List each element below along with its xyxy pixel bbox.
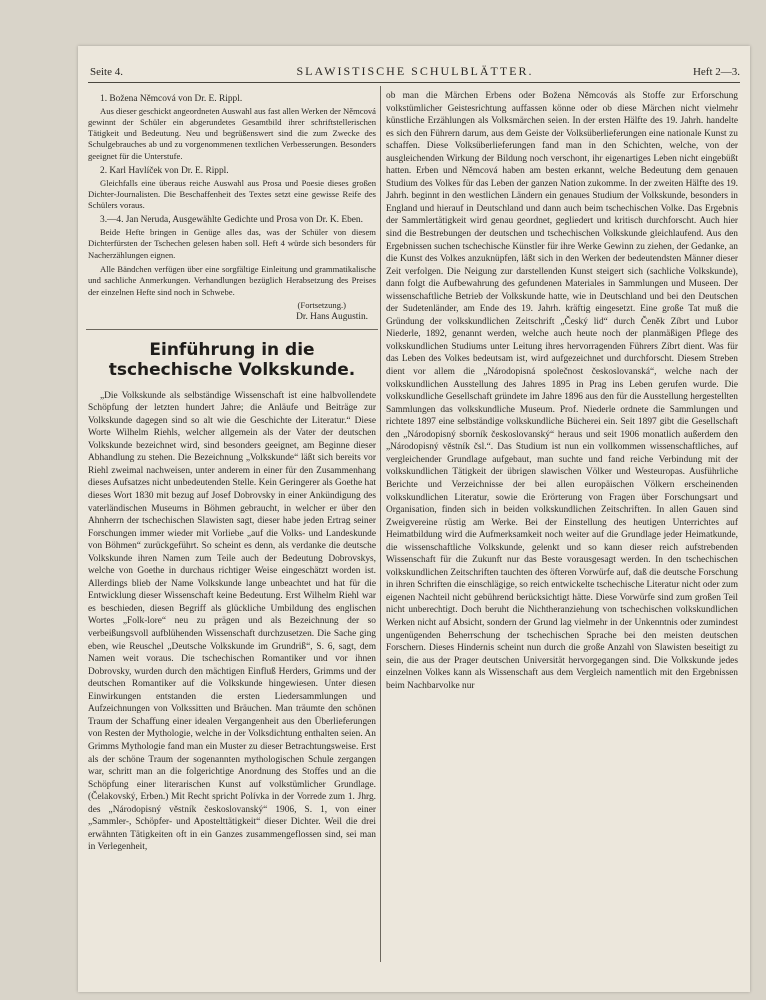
newspaper-page (78, 46, 750, 992)
review-item-2-text: Gleichfalls eine überaus reiche Auswahl aus Prosa und Poesie dieses großen Dichter-Journalisten. Die Beschaffenheit des Textes setzt eine gewisse Reife des Schülers voraus. (88, 177, 376, 211)
continuation-note: (Fortsetzung.) (297, 299, 346, 310)
right-column (386, 90, 738, 692)
review-item-1-text: Aus dieser geschickt angeordneten Auswahl aus fast allen Werken der Němcová gewinnt der Schüler ein abgerundetes Gesamtbild ihrer schriftstellerischen Tätigkeit und Bedeutung. Neu und begrüßenswert sind die zum Zwecke des Schulgebrauches ab und zu vorgenommenen textlichen Verbesserungen. Besonders geeignet für die Unterstufe. (88, 105, 376, 161)
review-item-1-heading: 1. Božena Němcová von Dr. E. Rippl. (100, 94, 243, 104)
journal-title: SLAWISTISCHE SCHULBLÄTTER. (296, 64, 534, 78)
article-text-continued: ob man die Märchen Erbens oder Božena Němcovás als Stoffe zur Erforschung volkstümlicher Geistesrichtung auffassen könne oder ob diese Märchen nicht vielmehr künstliche Erzählungen als Volksmärchen seien. In der ersten Hälfte des 19. Jahrh. handelte es sich den Führern darum, aus dem Geiste der Volksüberlieferungen eine nationale Kunst zu schaffen. Diese Volksüberlieferungen fand man in den Schichten, welche, von der ausgleichenden Wirkung der Bildung noch verschont, ihr eigenartiges Leben nicht eingebüßt hatten. Erben und Němcová haben am besten erkannt, welche Bedeutung dem genauen Studium des Volkes für das Leben der ganzen Nation zukomme. In der zweiten Hälfte des 19. Jahrh. beginnt in den westlichen Ländern ein genaues Studium der Volkskunde, besonders in England und hierauf in Deutschland und dann auch beim tschechischen Volke. Das Ergebnis der Sammlertätigkeit wird genau geordnet, gegliedert und kritisch durchforscht. Auch hier sind die Bestrebungen der deutschen und tschechischen Volkskunde gleichlaufend. Aus den Ergebnissen suchen tschechische Künstler für ihre Werke Gewinn zu ziehen, der Gedanke, an die Kunst des Volkes anzuknüpfen, läßt sich in den Werken der bedeutendsten Männer dieser Zeit verfolgen. Die Neigung zur darstellenden Kunst steigert sich (sachliche Volkskunde), dann folgt die Aufbewahrung des gefundenen Materiales in Sammlungen und Museen. Der wissenschaftliche Betrieb der Volkskunde hatte, wie in Deutschland und bei den Deutschen der Sudetenländer, am Ende des 19. Jahrh. kräftig eingesetzt. Eine große Tat muß die Gründung der volkskundlichen Zeitschrift „Český lid“ durch Čeněk Zíbrt und Lubor Niederle, 1892, genannt werden, welche auch heute noch der planmäßigen Pflege des volkskundlichen Studiums unter Leitung ihres hervorragenden Führers Zíbrt dient. Was für das Leben des Volkes bedeutsam ist, wird aufgezeichnet und durchforscht. Diesem Streben dient vor allem die „Národopisná společnost českoslovanská“, welche nach der volkskundlichen Ausstellung des Jahres 1895 in Prag ins Leben gerufen wurde. Die volkskundliche Gesellschaft gründete im Jahre 1896 aus den für die Ausstellung hergestellten Sammlungen das volkskundliche Museum. Prof. Niederle ordnete die Sammlungen und richtete 1897 eine selbständige volkskundliche Bücherei ein. Seit 1897 gibt die Gesellschaft den „Národopisný sborník českoslovanský“ heraus und seit 1906 monatlich außerdem den „Národopisný věstník čsl.“. Das Studium ist nun ein vollkommen wissenschaftliches, auf vergleichender Grundlage aufgebaut, man suchte und fand reiche Verbindung mit der volkskundlichen Tätigkeit der übrigen slawischen Völker und Westeuropas. Ausführliche Berichte und Verzeichnisse der bei allen europäischen Völkern erscheinenden volkskundlichen Literatur, sowie die Erörterung von Fragen über Forschungsart und Organisation, finden sich in beiden volkskundlichen Zeitschriften. In allen Gauen sind Zweigvereine rüstig am Werke. Bei der Einstellung des heutigen Unterrichtes auf Heimatbildung wird die Aufmerksamkeit noch weiter auf die Grundlage jeder Heimatkunde, die wissenschaftliche Volkskunde, gelenkt und so kann dieser reich aufstrebenden Wissenschaft für die Zukunft nur das Beste vorausgesagt werden. In den tschechischen volkskundlichen Zeitschriften tauchten des öfteren Vorwürfe auf, daß die deutsche Forschung in ihren Schriften die einschlägige, so reich entwickelte tschechische Literatur nicht oder zum eigenen Nachteil nicht gebührend berücksichtigt hätte. Diese Vorwürfe sind zum großen Teil nicht unberechtigt. Doch beruht die Nichtheranziehung von tschechischen volkskundlichen Werken nicht auf Absicht, sondern der Grund lag vielmehr in der Unkenntnis oder zumindest ungenügenden Beherrschung der tschechischen Sprache bei den meisten deutschen Forschern. Dieses Hindernis scheint nun durch die große Anzahl von Slawisten beseitigt zu sein, die aus der Prager deutschen Universität hervorgegangen sind. Die Volkskunde jedes einzelnen Volkes kann als Wissenschaft aus dem Vergleich namentlich mit den Ergebnissen beim Nachbarvolke nur (386, 91, 738, 691)
page-header (90, 64, 740, 82)
section-rule (86, 329, 378, 330)
header-rule (88, 82, 740, 83)
page-number: Seite 4. (90, 66, 123, 78)
review-item-2-heading: 2. Karl Havlíček von Dr. E. Rippl. (100, 166, 229, 177)
review-item-3-text: Beide Hefte bringen in Genüge alles das, was der Schüler von diesem Dichterfürsten der Tschechen gelesen haben soll. Heft 4 würde sich besonders für Nacherzählungen eignen. (88, 227, 376, 260)
article-text: „Die Volkskunde als selbständige Wissenschaft ist eine halbvollendete Schöpfung der letzten hundert Jahre; die Anläufe und Beiträge zur Volkskunde dagegen sind so alt wie die Geschichte der Literatur.“ Diese Worte Wilhelm Riehls, welcher allgemein als der Vater der deutschen Volkskunde bezeichnet wird, sind besonders geeignet, am Beginne dieser Abhandlung zu stehen. Die Bezeichnung „Volkskunde“ läßt sich bereits vor Riehl zweimal nachweisen, unter anderem in einer für den Zusammenhang dieses Aufsatzes nicht unbedeutenden Stelle. Kein Geringerer als Goethe hat dieses Wort 1830 mit bezug auf Josef Dobrovsky in einer Ankündigung des vaterländischen Museums in Böhmen gebraucht, in welcher er über den Ahnherrn der tschechischen Slawisten sagt, dieser habe jeden Ertrag seiner Forschungen immer wieder mit Vorliebe „auf die Volks- und Landeskunde von Böhmen“ zurückgeführt. So scheint es denn, als verdanke die deutsche Volkskunde ihren Namen zum Teile auch der Bedeutung Dobrovskys, welche von Goethe in durchaus richtiger Weise eingeschätzt worden ist. Allerdings blieb der Name Volkskunde lange unbeachtet und hat für die Entwicklung dieser Wissenschaft keine Bedeutung. Erst Wilhelm Riehl war es beschieden, diesen Begriff als glückliche Umbildung des englischen Wortes „Folk-lore“ neu zu prägen und als Bezeichnung der so verbeißungsvoll aufblühenden Wissenschaft durchzusetzen. Die Sache ging eben, wie Reuschel „Deutsche Volkskunde im Grundriß“, S. 6, sagt, dem Namen weit voraus. Die tschechischen Romantiker und vor ihnen Dobrovsky, wurden durch den mächtigen Einfluß Herders, Grimms und der deutschen Romantiker auf die Volkskunde hingewiesen. Unter diesen Einwirkungen entstanden die ersten Liedersammlungen und Aufzeichnungen von Volkssitten und Bräuchen. Man träumte den schönen Traum der Schaffung einer idealen Vergangenheit aus den Überlieferungen von Resten der Mythologie, welche in der Volksdichtung enthalten seien. An Grimms Mythologie fand man ein Muster zu dieser Betrachtungsweise. Erst als der schöne Traum der sogenannten mythologischen Schule zergangen war, schritt man an die folgerichtige Anordnung des Stoffes und an die Schöpfung einer literarischen Kunst auf volkstümlicher Grundlage. (Čelakovský, Erben.) Mit Recht spricht Polívka in der Vorrede zum 1. Jhrg. des „Národopisný věstník českoslovanský“ 1906, S. 1, von einer „Sammler-, Schöpfer- und Apostelttätigkeit“ dieser Dichter. Weil die drei erwähnten Tätigkeiten oft in ein Ganzes zusammengeflossen sind, sei man in Verlegenheit, (88, 390, 376, 853)
issue-number: Heft 2—3. (692, 66, 740, 78)
review-closing-text: Alle Bändchen verfügen über eine sorgfältige Einleitung und grammatikalische und sachliche Anmerkungen. Verhandlungen bezüglich Herabsetzung des Preises der einzelnen Hefte sind noch in Schwebe. (88, 263, 376, 297)
article-title: Einführung in die tschechische Volkskunde. (108, 339, 356, 380)
left-column (88, 90, 376, 854)
author-signature: Dr. Hans Augustin. (296, 312, 368, 323)
column-divider (380, 86, 381, 962)
review-item-3-heading: 3.—4. Jan Neruda, Ausgewählte Gedichte und Prosa von Dr. K. Eben. (100, 215, 363, 226)
